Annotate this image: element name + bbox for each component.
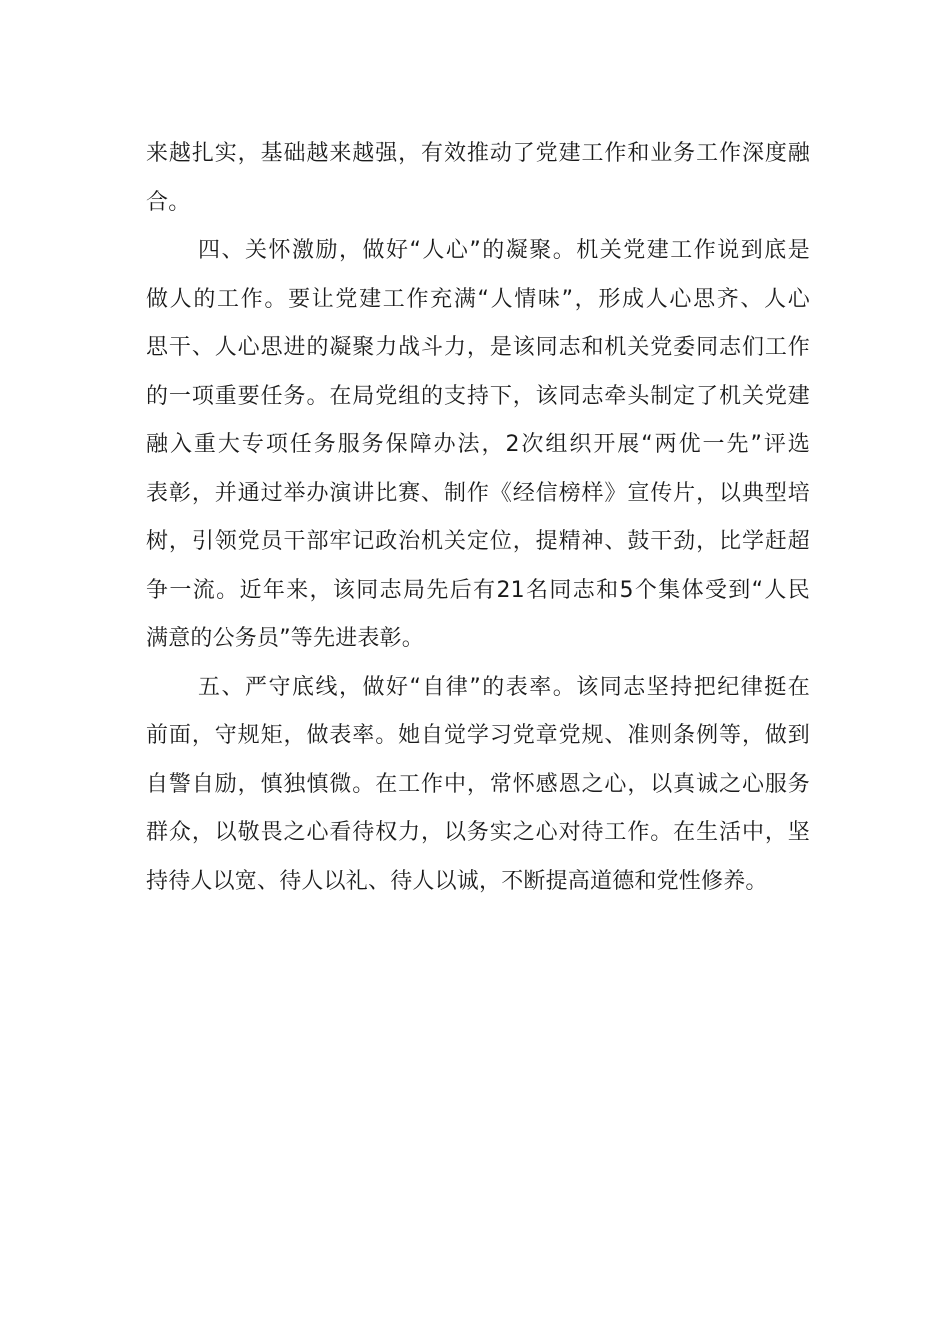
text-line: 的一项重要任务。在局党组的支持下，该同志牵头制定了机关党建: [146, 383, 810, 409]
paragraph-four: [146, 227, 810, 664]
text-line: 满意的公务员”等先进表彰。: [146, 626, 424, 651]
text-line: 树，引领党员干部牢记政治机关定位，提精神、鼓干劲，比学赶超: [146, 529, 810, 554]
text-line: 自警自励，慎独慎微。在工作中，常怀感恩之心，以真诚之心服务: [146, 771, 810, 797]
document-body: [146, 130, 810, 906]
text-line: 争一流。近年来，该同志局先后有21名同志和5个集体受到“人民: [146, 577, 810, 603]
text-line: 合。: [146, 189, 191, 215]
text-line: 思干、人心思进的凝聚力战斗力，是该同志和机关党委同志们工作: [146, 335, 810, 360]
text-line: 群众，以敬畏之心看待权力，以务实之心对待工作。在生活中，坚: [146, 820, 810, 845]
text-line: 表彰，并通过举办演讲比赛、制作《经信榜样》宣传片，以典型培: [146, 480, 810, 506]
paragraph-five: [146, 664, 810, 907]
text-line: 来越扎实，基础越来越强，有效推动了党建工作和业务工作深度融: [146, 141, 810, 166]
text-line: 前面，守规矩，做表率。她自觉学习党章党规、准则条例等，做到: [146, 723, 810, 748]
text-line: 四、关怀激励，做好“人心”的凝聚。机关党建工作说到底是: [198, 238, 810, 263]
text-line: 融入重大专项任务服务保障办法，2次组织开展“两优一先”评选: [146, 432, 810, 457]
paragraph-continued: [146, 130, 810, 227]
text-line: 持待人以宽、待人以礼、待人以诚，不断提高道德和党性修养。: [146, 868, 768, 894]
text-line: 做人的工作。要让党建工作充满“人情味”，形成人心思齐、人心: [146, 286, 810, 312]
text-line: 五、严守底线，做好“自律”的表率。该同志坚持把纪律挺在: [198, 674, 810, 700]
